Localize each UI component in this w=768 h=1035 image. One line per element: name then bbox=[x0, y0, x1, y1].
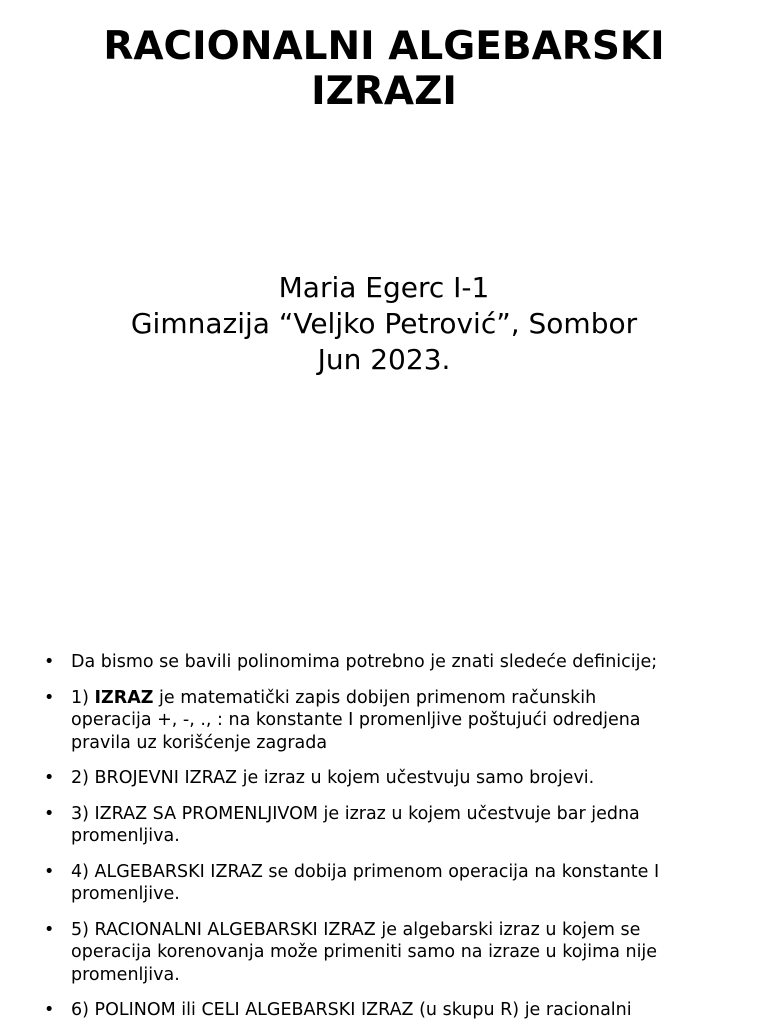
bullet-icon: • bbox=[44, 919, 55, 940]
bullet-icon: • bbox=[44, 803, 55, 824]
bullet-icon: • bbox=[44, 1000, 55, 1020]
list-item-text: pravila uz korišćenje zagrada bbox=[71, 732, 328, 753]
list-item bbox=[0, 767, 768, 790]
list-item-term: IZRAZ bbox=[94, 687, 154, 708]
list-item bbox=[0, 687, 768, 755]
list-item bbox=[0, 803, 768, 848]
school-line: Gimnazija “Veljko Petrović”, Sombor bbox=[130, 307, 638, 340]
list-item-text: 2) BROJEVNI IZRAZ je izraz u kojem učestvuju samo brojevi. bbox=[71, 768, 595, 788]
bullet-icon: • bbox=[44, 687, 55, 708]
list-item-text bbox=[71, 687, 732, 710]
title-line-2: IZRAZI bbox=[311, 69, 457, 114]
list-item-text-part: je matematički zapis dobijen primenom računskih bbox=[153, 687, 597, 708]
list-item-text: 6) POLINOM ili CELI ALGEBARSKI IZRAZ (u skupu R) je racionalni bbox=[71, 1000, 632, 1020]
list-item-text: promenljive. bbox=[71, 884, 180, 904]
bullet-icon: • bbox=[44, 768, 55, 788]
list-item bbox=[0, 919, 768, 987]
list-item-text: 3) IZRAZ SA PROMENLJIVOM je izraz u kojem učestvuje bar jedna bbox=[71, 803, 640, 824]
definitions-list bbox=[0, 651, 768, 1035]
list-item-text: 5) RACIONALNI ALGEBARSKI IZRAZ je algebarski izraz u kojem se bbox=[71, 919, 641, 940]
author-line: Maria Egerc I-1 bbox=[278, 271, 490, 304]
bullet-icon: • bbox=[44, 861, 55, 882]
list-item-text: promenljiva. bbox=[71, 826, 180, 846]
slide-title bbox=[0, 24, 768, 114]
list-item bbox=[0, 651, 768, 674]
title-line-1: RACIONALNI ALGEBARSKI bbox=[103, 24, 665, 69]
list-item bbox=[0, 861, 768, 906]
list-item-text: promenljiva. bbox=[71, 964, 180, 985]
list-item bbox=[0, 999, 768, 1022]
list-item-text: Da bismo se bavili polinomima potrebno je znati sledeće definicije; bbox=[71, 652, 658, 672]
bullet-icon: • bbox=[44, 652, 55, 672]
list-item-text: 4) ALGEBARSKI IZRAZ se dobija primenom operacija na konstante I bbox=[71, 861, 660, 882]
list-item-prefix: 1) bbox=[71, 687, 95, 708]
subtitle-block bbox=[0, 270, 768, 378]
date-line: Jun 2023. bbox=[317, 343, 451, 376]
list-item-text: operacija korenovanja može primeniti samo na izraze u kojima nije bbox=[71, 942, 658, 962]
list-item-text: operacija +, -, ., : na konstante I promenljive poštujući odredjena bbox=[71, 710, 641, 730]
